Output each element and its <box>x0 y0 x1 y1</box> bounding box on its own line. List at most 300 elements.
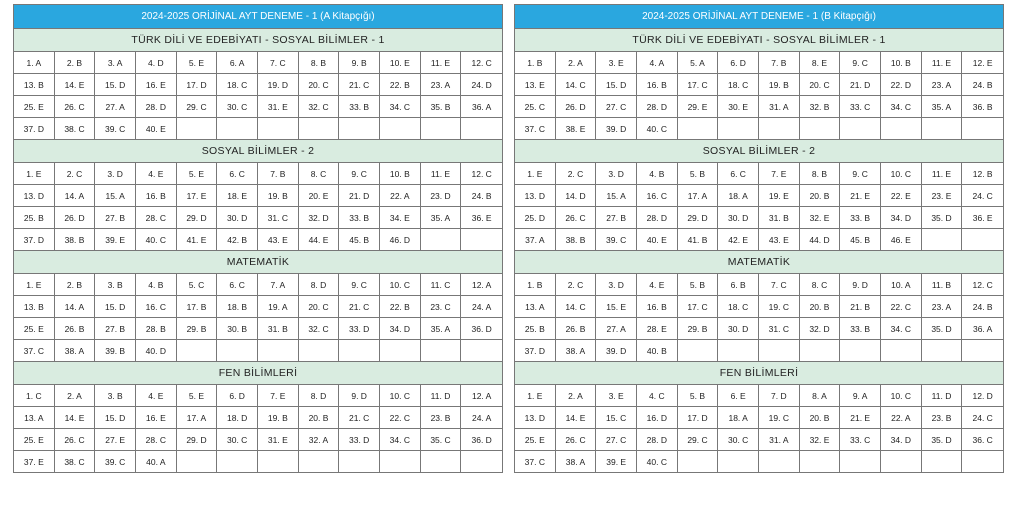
answer-cell: 33. D <box>339 318 380 340</box>
answer-grid <box>14 274 502 362</box>
answer-cell: 12. C <box>461 163 502 185</box>
answer-cell: 16. E <box>136 407 177 429</box>
answer-cell: 28. D <box>637 96 678 118</box>
answer-cell: 6. C <box>217 274 258 296</box>
answer-cell: 2. B <box>55 52 96 74</box>
answer-cell: 26. B <box>55 318 96 340</box>
answer-cell: 7. E <box>759 163 800 185</box>
answer-cell: 3. B <box>95 385 136 407</box>
answer-cell: 21. B <box>840 296 881 318</box>
answer-cell: 9. C <box>840 52 881 74</box>
answer-cell: 12. E <box>962 52 1003 74</box>
answer-cell: 45. B <box>339 229 380 251</box>
answer-cell: 3. D <box>596 274 637 296</box>
answer-cell: 9. D <box>339 385 380 407</box>
answer-cell: 11. E <box>421 52 462 74</box>
answer-grid <box>515 163 1003 251</box>
answer-cell: 16. B <box>637 74 678 96</box>
answer-cell: 24. A <box>461 296 502 318</box>
answer-cell: 32. B <box>800 96 841 118</box>
empty-cell <box>177 118 218 140</box>
answer-cell: 19. B <box>258 407 299 429</box>
answer-cell: 23. B <box>922 407 963 429</box>
answer-cell: 20. B <box>299 407 340 429</box>
answer-cell: 21. C <box>339 407 380 429</box>
answer-cell: 25. B <box>14 207 55 229</box>
answer-cell: 9. A <box>840 385 881 407</box>
answer-cell: 29. D <box>177 429 218 451</box>
answer-grid <box>515 274 1003 362</box>
answer-cell: 24. D <box>461 74 502 96</box>
answer-cell: 12. C <box>962 274 1003 296</box>
answer-cell: 33. B <box>840 318 881 340</box>
answer-cell: 7. A <box>258 274 299 296</box>
answer-cell: 11. E <box>922 52 963 74</box>
answer-cell: 13. D <box>515 185 556 207</box>
booklet-a-title: 2024-2025 ORİJİNAL AYT DENEME - 1 (A Kitapçığı) <box>14 5 502 29</box>
answer-cell: 27. A <box>596 318 637 340</box>
answer-cell: 37. D <box>14 118 55 140</box>
answer-cell: 15. D <box>95 74 136 96</box>
answer-cell: 15. C <box>596 407 637 429</box>
answer-cell: 31. A <box>759 429 800 451</box>
answer-cell: 1. C <box>14 385 55 407</box>
answer-cell: 14. E <box>556 407 597 429</box>
answer-cell: 28. B <box>136 318 177 340</box>
empty-cell <box>962 229 1003 251</box>
answer-cell: 22. D <box>881 74 922 96</box>
answer-cell: 31. E <box>258 96 299 118</box>
answer-cell: 34. C <box>881 318 922 340</box>
empty-cell <box>759 451 800 473</box>
answer-cell: 20. C <box>299 74 340 96</box>
answer-cell: 15. E <box>596 296 637 318</box>
empty-cell <box>380 340 421 362</box>
answer-cell: 14. C <box>556 296 597 318</box>
empty-cell <box>339 451 380 473</box>
answer-cell: 8. D <box>299 385 340 407</box>
answer-cell: 35. A <box>421 318 462 340</box>
answer-cell: 20. E <box>299 185 340 207</box>
answer-cell: 6. C <box>718 163 759 185</box>
answer-cell: 25. D <box>515 207 556 229</box>
answer-cell: 14. E <box>55 407 96 429</box>
answer-cell: 25. B <box>515 318 556 340</box>
answer-cell: 4. B <box>136 274 177 296</box>
answer-cell: 13. D <box>14 185 55 207</box>
answer-cell: 2. B <box>55 274 96 296</box>
answer-cell: 3. B <box>95 274 136 296</box>
answer-cell: 44. D <box>800 229 841 251</box>
answer-cell: 36. A <box>962 318 1003 340</box>
answer-cell: 15. D <box>596 74 637 96</box>
answer-cell: 21. C <box>339 74 380 96</box>
section-title: MATEMATİK <box>14 251 502 274</box>
answer-cell: 14. C <box>556 74 597 96</box>
answer-cell: 26. D <box>55 207 96 229</box>
answer-cell: 20. C <box>299 296 340 318</box>
answer-cell: 39. E <box>596 451 637 473</box>
answer-cell: 37. C <box>515 118 556 140</box>
empty-cell <box>461 340 502 362</box>
answer-cell: 9. C <box>840 163 881 185</box>
answer-cell: 4. D <box>136 52 177 74</box>
empty-cell <box>881 118 922 140</box>
answer-cell: 10. B <box>380 163 421 185</box>
answer-cell: 21. D <box>840 74 881 96</box>
answer-cell: 24. B <box>461 185 502 207</box>
answer-cell: 19. B <box>258 185 299 207</box>
answer-cell: 38. E <box>556 118 597 140</box>
answer-cell: 6. D <box>718 52 759 74</box>
empty-cell <box>922 229 963 251</box>
answer-cell: 11. C <box>421 274 462 296</box>
answer-cell: 28. D <box>637 429 678 451</box>
answer-cell: 20. C <box>800 74 841 96</box>
answer-cell: 35. A <box>421 207 462 229</box>
answer-cell: 16. B <box>637 296 678 318</box>
answer-cell: 27. C <box>596 429 637 451</box>
answer-cell: 2. A <box>55 385 96 407</box>
answer-cell: 43. E <box>759 229 800 251</box>
answer-cell: 38. C <box>55 118 96 140</box>
answer-cell: 32. D <box>299 207 340 229</box>
empty-cell <box>840 340 881 362</box>
answer-cell: 22. A <box>881 407 922 429</box>
answer-cell: 2. C <box>556 274 597 296</box>
answer-cell: 22. E <box>881 185 922 207</box>
answer-cell: 35. B <box>421 96 462 118</box>
answer-cell: 10. E <box>380 52 421 74</box>
answer-cell: 44. E <box>299 229 340 251</box>
empty-cell <box>421 229 462 251</box>
answer-cell: 17. D <box>678 407 719 429</box>
answer-grid <box>14 52 502 140</box>
answer-cell: 2. A <box>556 52 597 74</box>
answer-cell: 34. C <box>881 96 922 118</box>
answer-cell: 13. E <box>515 74 556 96</box>
answer-cell: 18. A <box>718 185 759 207</box>
answer-cell: 40. A <box>136 451 177 473</box>
empty-cell <box>840 451 881 473</box>
answer-cell: 24. A <box>461 407 502 429</box>
answer-cell: 4. E <box>637 274 678 296</box>
answer-cell: 1. A <box>14 52 55 74</box>
answer-cell: 35. D <box>922 429 963 451</box>
answer-cell: 7. E <box>258 385 299 407</box>
answer-cell: 16. E <box>136 74 177 96</box>
answer-cell: 46. D <box>380 229 421 251</box>
answer-cell: 1. E <box>515 385 556 407</box>
answer-cell: 4. E <box>136 385 177 407</box>
empty-cell <box>759 118 800 140</box>
answer-cell: 38. A <box>556 451 597 473</box>
answer-cell: 22. B <box>380 74 421 96</box>
answer-cell: 5. B <box>678 385 719 407</box>
empty-cell <box>421 451 462 473</box>
empty-cell <box>718 118 759 140</box>
empty-cell <box>421 340 462 362</box>
answer-cell: 32. A <box>299 429 340 451</box>
answer-cell: 7. B <box>258 163 299 185</box>
answer-cell: 40. E <box>637 229 678 251</box>
answer-cell: 4. A <box>637 52 678 74</box>
answer-cell: 18. C <box>718 296 759 318</box>
answer-cell: 7. C <box>759 274 800 296</box>
answer-cell: 25. E <box>14 429 55 451</box>
answer-cell: 42. E <box>718 229 759 251</box>
empty-cell <box>678 118 719 140</box>
answer-cell: 3. A <box>95 52 136 74</box>
answer-grid <box>515 385 1003 473</box>
answer-cell: 28. E <box>637 318 678 340</box>
answer-cell: 6. C <box>217 163 258 185</box>
answer-cell: 38. B <box>556 229 597 251</box>
answer-cell: 19. E <box>759 185 800 207</box>
empty-cell <box>800 118 841 140</box>
empty-cell <box>217 118 258 140</box>
section-title: SOSYAL BİLİMLER - 2 <box>515 140 1003 163</box>
answer-cell: 22. A <box>380 185 421 207</box>
answer-cell: 14. D <box>556 185 597 207</box>
answer-cell: 17. A <box>177 407 218 429</box>
answer-cell: 10. C <box>881 163 922 185</box>
answer-cell: 37. C <box>14 340 55 362</box>
answer-cell: 45. B <box>840 229 881 251</box>
answer-grid <box>14 163 502 251</box>
answer-cell: 37. D <box>515 340 556 362</box>
answer-cell: 33. C <box>840 96 881 118</box>
answer-cell: 31. A <box>759 96 800 118</box>
empty-cell <box>800 451 841 473</box>
answer-cell: 40. C <box>136 229 177 251</box>
answer-cell: 23. D <box>421 185 462 207</box>
answer-cell: 17. D <box>177 74 218 96</box>
answer-cell: 8. E <box>800 52 841 74</box>
answer-cell: 38. B <box>55 229 96 251</box>
answer-cell: 29. D <box>678 207 719 229</box>
answer-cell: 19. A <box>258 296 299 318</box>
answer-cell: 11. E <box>421 163 462 185</box>
answer-cell: 41. E <box>177 229 218 251</box>
answer-cell: 36. E <box>962 207 1003 229</box>
empty-cell <box>258 340 299 362</box>
answer-cell: 6. D <box>217 385 258 407</box>
answer-cell: 24. C <box>962 185 1003 207</box>
booklet-a-panel <box>13 4 503 473</box>
answer-cell: 17. B <box>177 296 218 318</box>
answer-cell: 37. D <box>14 229 55 251</box>
answer-cell: 40. C <box>637 118 678 140</box>
empty-cell <box>258 451 299 473</box>
answer-cell: 17. C <box>678 296 719 318</box>
answer-cell: 3. E <box>596 52 637 74</box>
answer-cell: 18. D <box>217 407 258 429</box>
answer-cell: 27. B <box>596 207 637 229</box>
answer-cell: 5. B <box>678 274 719 296</box>
answer-cell: 18. E <box>217 185 258 207</box>
answer-cell: 26. C <box>556 429 597 451</box>
answer-cell: 23. B <box>421 407 462 429</box>
answer-cell: 30. C <box>718 429 759 451</box>
answer-cell: 8. B <box>299 52 340 74</box>
answer-cell: 3. D <box>596 163 637 185</box>
answer-cell: 39. C <box>596 229 637 251</box>
answer-cell: 29. D <box>177 207 218 229</box>
empty-cell <box>461 451 502 473</box>
answer-cell: 30. D <box>217 207 258 229</box>
empty-cell <box>461 118 502 140</box>
answer-cell: 33. B <box>339 207 380 229</box>
empty-cell <box>299 451 340 473</box>
answer-cell: 40. B <box>637 340 678 362</box>
answer-cell: 17. E <box>177 185 218 207</box>
answer-cell: 2. C <box>556 163 597 185</box>
empty-cell <box>299 340 340 362</box>
answer-cell: 26. C <box>55 429 96 451</box>
answer-cell: 16. C <box>637 185 678 207</box>
answer-cell: 24. B <box>962 74 1003 96</box>
answer-cell: 28. C <box>136 429 177 451</box>
answer-cell: 15. A <box>95 185 136 207</box>
answer-cell: 18. B <box>217 296 258 318</box>
answer-cell: 1. B <box>515 52 556 74</box>
booklet-b-title: 2024-2025 ORİJİNAL AYT DENEME - 1 (B Kitapçığı) <box>515 5 1003 29</box>
answer-cell: 3. D <box>95 163 136 185</box>
answer-cell: 46. E <box>881 229 922 251</box>
empty-cell <box>339 118 380 140</box>
answer-cell: 29. B <box>678 318 719 340</box>
answer-cell: 12. A <box>461 385 502 407</box>
empty-cell <box>881 340 922 362</box>
answer-cell: 19. D <box>258 74 299 96</box>
answer-cell: 35. D <box>922 318 963 340</box>
answer-cell: 35. C <box>421 429 462 451</box>
answer-cell: 39. D <box>596 118 637 140</box>
answer-cell: 30. E <box>718 96 759 118</box>
answer-cell: 8. B <box>800 163 841 185</box>
answer-cell: 26. C <box>556 207 597 229</box>
answer-cell: 10. C <box>380 274 421 296</box>
answer-cell: 35. A <box>922 96 963 118</box>
answer-cell: 2. C <box>55 163 96 185</box>
empty-cell <box>217 451 258 473</box>
empty-cell <box>922 340 963 362</box>
answer-cell: 13. D <box>515 407 556 429</box>
answer-cell: 27. E <box>95 429 136 451</box>
empty-cell <box>339 340 380 362</box>
answer-cell: 31. B <box>258 318 299 340</box>
answer-cell: 35. D <box>922 207 963 229</box>
empty-cell <box>759 340 800 362</box>
answer-cell: 18. A <box>718 407 759 429</box>
section-title: FEN BİLİMLERİ <box>515 362 1003 385</box>
answer-cell: 5. B <box>678 163 719 185</box>
answer-cell: 32. C <box>299 318 340 340</box>
answer-cell: 16. C <box>136 296 177 318</box>
answer-cell: 33. B <box>339 96 380 118</box>
answer-cell: 6. E <box>718 385 759 407</box>
answer-cell: 10. A <box>881 274 922 296</box>
answer-cell: 27. B <box>95 207 136 229</box>
empty-cell <box>421 118 462 140</box>
answer-cell: 30. D <box>718 318 759 340</box>
answer-cell: 6. B <box>718 274 759 296</box>
answer-cell: 13. B <box>14 74 55 96</box>
answer-cell: 1. E <box>14 274 55 296</box>
answer-cell: 34. D <box>881 429 922 451</box>
answer-cell: 18. C <box>718 74 759 96</box>
empty-cell <box>177 451 218 473</box>
answer-cell: 10. C <box>380 385 421 407</box>
empty-cell <box>678 340 719 362</box>
answer-cell: 31. C <box>258 207 299 229</box>
answer-cell: 38. A <box>556 340 597 362</box>
answer-cell: 20. B <box>800 296 841 318</box>
answer-cell: 41. B <box>678 229 719 251</box>
answer-cell: 5. A <box>678 52 719 74</box>
answer-cell: 21. D <box>339 185 380 207</box>
answer-cell: 34. E <box>380 207 421 229</box>
answer-cell: 26. D <box>556 96 597 118</box>
answer-cell: 18. C <box>217 74 258 96</box>
answer-cell: 40. E <box>136 118 177 140</box>
answer-cell: 32. C <box>299 96 340 118</box>
answer-cell: 30. B <box>217 318 258 340</box>
answer-cell: 19. C <box>759 296 800 318</box>
answer-cell: 11. D <box>922 385 963 407</box>
answer-cell: 5. E <box>177 163 218 185</box>
answer-cell: 36. D <box>461 429 502 451</box>
answer-cell: 1. B <box>515 274 556 296</box>
answer-cell: 8. A <box>800 385 841 407</box>
answer-cell: 1. E <box>14 163 55 185</box>
answer-cell: 22. C <box>881 296 922 318</box>
answer-cell: 14. E <box>55 74 96 96</box>
answer-cell: 29. C <box>177 96 218 118</box>
answer-cell: 36. D <box>461 318 502 340</box>
answer-cell: 2. A <box>556 385 597 407</box>
answer-cell: 9. D <box>840 274 881 296</box>
answer-cell: 14. A <box>55 185 96 207</box>
answer-cell: 4. E <box>136 163 177 185</box>
answer-cell: 31. B <box>759 207 800 229</box>
answer-cell: 26. C <box>55 96 96 118</box>
answer-cell: 39. C <box>95 451 136 473</box>
answer-cell: 8. C <box>299 163 340 185</box>
answer-cell: 33. B <box>840 207 881 229</box>
answer-cell: 13. B <box>14 296 55 318</box>
answer-cell: 28. C <box>136 207 177 229</box>
answer-cell: 3. E <box>596 385 637 407</box>
answer-cell: 27. A <box>95 96 136 118</box>
answer-cell: 33. D <box>339 429 380 451</box>
answer-cell: 27. C <box>596 96 637 118</box>
answer-cell: 34. C <box>380 96 421 118</box>
answer-cell: 22. C <box>380 407 421 429</box>
answer-cell: 9. C <box>339 163 380 185</box>
answer-cell: 29. B <box>177 318 218 340</box>
booklet-b-panel <box>514 4 1004 473</box>
answer-cell: 15. D <box>95 407 136 429</box>
answer-cell: 17. A <box>678 185 719 207</box>
answer-cell: 25. C <box>515 96 556 118</box>
answer-cell: 8. D <box>299 274 340 296</box>
answer-cell: 5. E <box>177 52 218 74</box>
answer-cell: 34. D <box>881 207 922 229</box>
answer-cell: 34. C <box>380 429 421 451</box>
answer-cell: 15. D <box>95 296 136 318</box>
